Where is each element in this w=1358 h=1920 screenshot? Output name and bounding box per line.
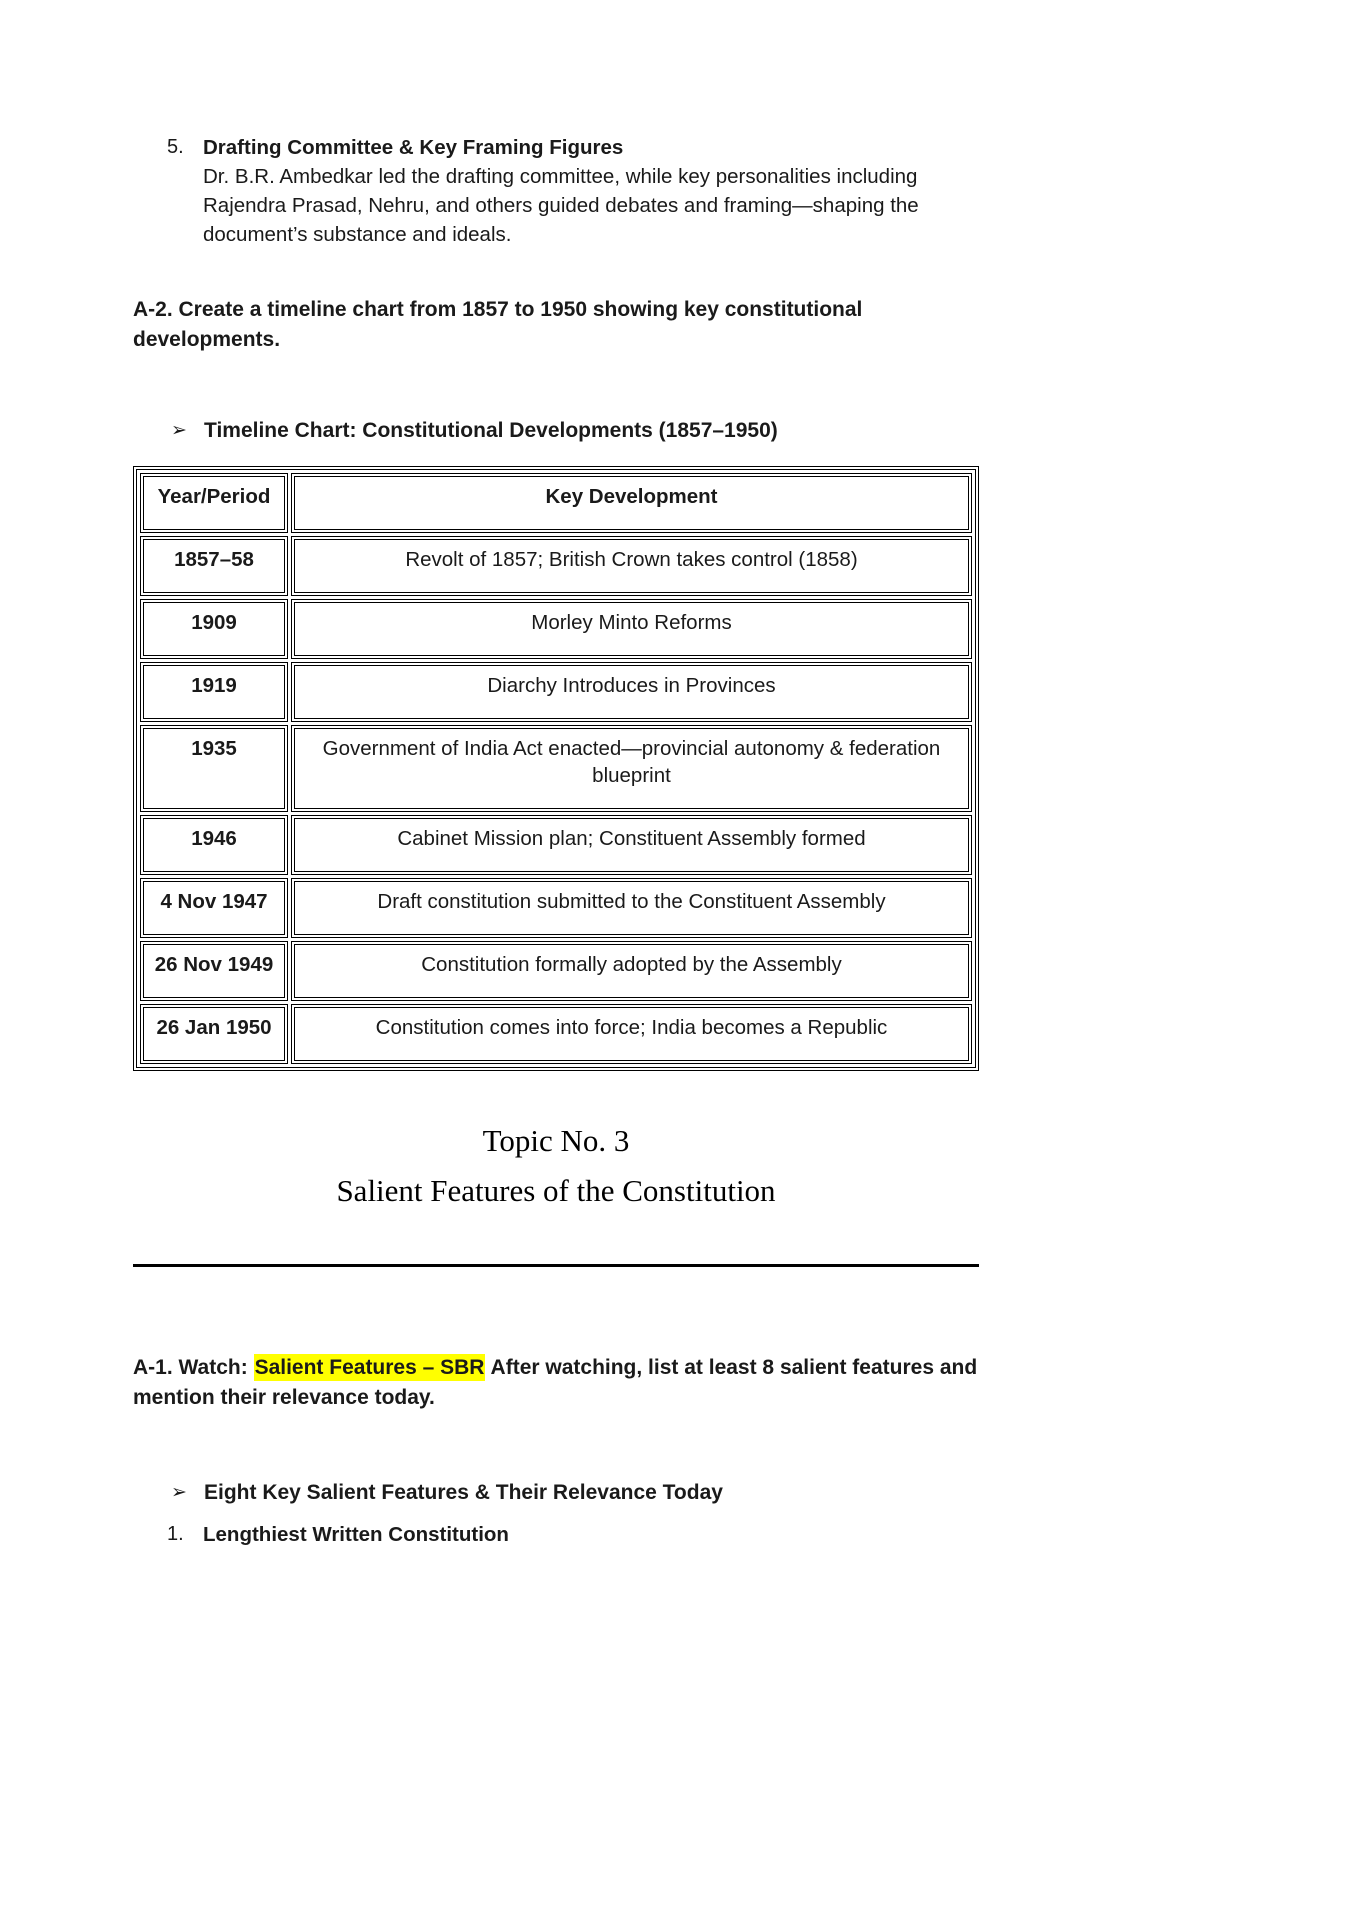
development-cell: Morley Minto Reforms bbox=[291, 599, 972, 659]
development-cell: Diarchy Introduces in Provinces bbox=[291, 662, 972, 722]
year-cell: 1946 bbox=[140, 815, 288, 875]
column-header-year: Year/Period bbox=[140, 473, 288, 533]
topic-number-heading: Topic No. 3 bbox=[482, 1123, 630, 1158]
year-cell: 26 Nov 1949 bbox=[140, 941, 288, 1001]
table-row bbox=[140, 725, 972, 812]
list-item-5 bbox=[167, 133, 979, 249]
table-row bbox=[140, 599, 972, 659]
year-cell: 26 Jan 1950 bbox=[140, 1004, 288, 1064]
salient-bullet-line bbox=[171, 1479, 979, 1507]
development-cell: Constitution formally adopted by the Assembly bbox=[291, 941, 972, 1001]
list-item-1 bbox=[167, 1520, 979, 1549]
development-cell: Revolt of 1857; British Crown takes control (1858) bbox=[291, 536, 972, 596]
list-item-text: Dr. B.R. Ambedkar led the drafting committee, while key personalities including Rajendra Prasad, Nehru, and others guided debates and framing—shaping the document’s substance and ideals. bbox=[203, 165, 919, 246]
year-cell: 1919 bbox=[140, 662, 288, 722]
question-a2-heading: A-2. Create a timeline chart from 1857 to 1950 showing key constitutional developments. bbox=[133, 298, 863, 351]
year-cell: 1909 bbox=[140, 599, 288, 659]
table-row bbox=[140, 878, 972, 938]
list-item-body bbox=[203, 1520, 979, 1549]
year-cell: 1935 bbox=[140, 725, 288, 812]
list-item-title: Drafting Committee & Key Framing Figures bbox=[203, 136, 624, 159]
table-row bbox=[140, 815, 972, 875]
column-header-development: Key Development bbox=[291, 473, 972, 533]
table-row bbox=[140, 536, 972, 596]
year-cell: 1857–58 bbox=[140, 536, 288, 596]
table-row bbox=[140, 1004, 972, 1064]
list-item-body bbox=[203, 133, 979, 249]
development-cell: Draft constitution submitted to the Constituent Assembly bbox=[291, 878, 972, 938]
question-a1-prefix: A-1. Watch: bbox=[133, 1356, 254, 1379]
topic-heading-block bbox=[133, 1121, 979, 1211]
highlighted-text: Salient Features – SBR bbox=[254, 1356, 485, 1379]
question-a1-heading bbox=[133, 1353, 979, 1413]
table-row bbox=[140, 662, 972, 722]
topic-title-heading: Salient Features of the Constitution bbox=[336, 1173, 776, 1208]
development-cell: Cabinet Mission plan; Constituent Assembly formed bbox=[291, 815, 972, 875]
table-row bbox=[140, 941, 972, 1001]
list-item-number: 5. bbox=[167, 136, 184, 158]
salient-heading: Eight Key Salient Features & Their Relevance Today bbox=[204, 1481, 723, 1504]
document-content bbox=[133, 0, 979, 1549]
arrow-bullet-icon: ➢ bbox=[171, 1482, 187, 1503]
list-item-number: 1. bbox=[167, 1523, 184, 1545]
timeline-heading: Timeline Chart: Constitutional Developments (1857–1950) bbox=[204, 419, 778, 442]
development-cell: Constitution comes into force; India becomes a Republic bbox=[291, 1004, 972, 1064]
table-header-row bbox=[140, 473, 972, 533]
arrow-bullet-icon: ➢ bbox=[171, 420, 187, 441]
development-cell: Government of India Act enacted—provincial autonomy & federation blueprint bbox=[291, 725, 972, 812]
horizontal-rule bbox=[133, 1264, 979, 1267]
list-item-title: Lengthiest Written Constitution bbox=[203, 1523, 509, 1546]
question-a1-suffix: After watching, list at least 8 salient features and mention their relevance today. bbox=[133, 1356, 978, 1409]
year-cell: 4 Nov 1947 bbox=[140, 878, 288, 938]
timeline-table bbox=[133, 466, 979, 1071]
timeline-bullet-line bbox=[171, 417, 979, 445]
